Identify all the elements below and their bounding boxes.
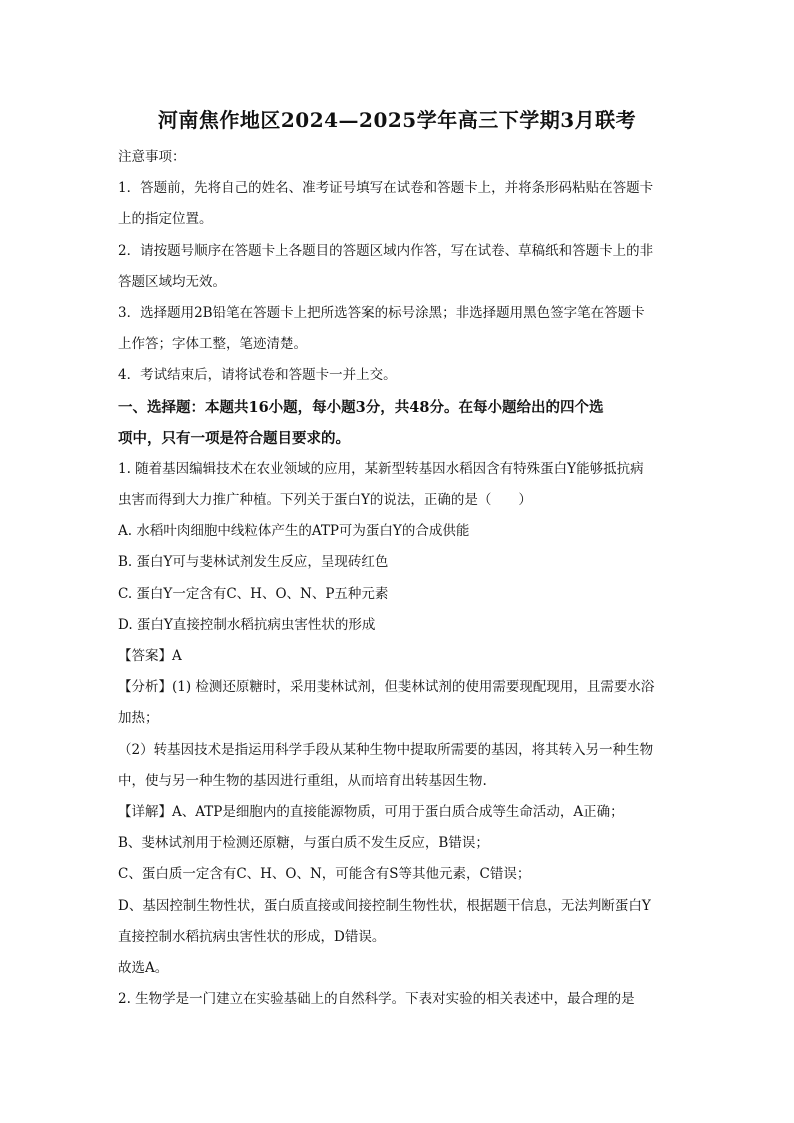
option-d: D. 蛋白Y直接控制水稻抗病虫害性状的形成: [118, 616, 376, 633]
question-1-stem: 虫害而得到大力推广种植。下列关于蛋白Y的说法，正确的是（ ）: [118, 492, 532, 509]
analysis-line: 【分析】(1) 检测还原糖时，采用斐林试剂，但斐林试剂的使用需要现配现用，且需要水浴: [118, 679, 655, 696]
analysis-line: 加热；: [118, 710, 159, 727]
analysis-line: 中，使与另一种生物的基因进行重组，从而培育出转基因生物.: [118, 772, 487, 789]
detail-line: 【详解】A、ATP是细胞内的直接能源物质，可用于蛋白质合成等生命活动，A正确；: [118, 803, 624, 820]
analysis-line: （2）转基因技术是指运用科学手段从某种生物中提取所需要的基因，将其转入另一种生物: [118, 741, 654, 758]
option-b: B. 蛋白Y可与斐林试剂发生反应，呈现砖红色: [118, 554, 389, 571]
notice-line: 4．考试结束后，请将试卷和答题卡一并上交。: [118, 367, 397, 384]
notice-line: 3．选择题用2B铅笔在答题卡上把所选答案的标号涂黑；非选择题用黑色签字笔在答题卡: [118, 304, 645, 321]
notice-line: 1．答题前，先将自己的姓名、准考证号填写在试卷和答题卡上，并将条形码粘贴在答题卡: [118, 180, 654, 197]
document-body: [118, 142, 678, 1015]
section-heading: 一、选择题：本题共16小题，每小题3分，共48分。在每小题给出的四个选: [118, 398, 604, 416]
detail-line: 故选A。: [118, 959, 169, 976]
notice-heading: 注意事项：: [118, 149, 186, 165]
notice-line: 上的指定位置。: [118, 211, 213, 228]
answer-line: 【答案】A: [118, 648, 182, 664]
detail-line: D、基因控制生物性状，蛋白质直接或间接控制生物性状，根据题干信息，无法判断蛋白Y: [118, 897, 651, 914]
notice-line: 答题区域均无效。: [118, 273, 226, 290]
detail-line: C、蛋白质一定含有C、H、O、N，可能含有S等其他元素，C错误；: [118, 866, 531, 883]
notice-line: 上作答；字体工整，笔迹清楚。: [118, 336, 307, 353]
document-title: 河南焦作地区2024—2025学年高三下学期3月联考: [157, 108, 637, 132]
detail-line: B、斐林试剂用于检测还原糖，与蛋白质不发生反应，B错误；: [118, 835, 489, 852]
detail-line: 直接控制水稻抗病虫害性状的形成，D错误。: [118, 928, 386, 945]
section-heading: 项中，只有一项是符合题目要求的。: [118, 429, 350, 447]
notice-line: 2．请按题号顺序在答题卡上各题目的答题区域内作答，写在试卷、草稿纸和答题卡上的非: [118, 242, 654, 259]
question-1-stem: 1. 随着基因编辑技术在农业领域的应用，某新型转基因水稻因含有特殊蛋白Y能够抵抗病: [118, 460, 644, 477]
question-2-stem: 2. 生物学是一门建立在实验基础上的自然科学。下表对实验的相关表述中，最合理的是: [118, 991, 635, 1008]
option-a: A. 水稻叶肉细胞中线粒体产生的ATP可为蛋白Y的合成供能: [118, 523, 470, 540]
option-c: C. 蛋白Y一定含有C、H、O、N、P五种元素: [118, 585, 389, 602]
